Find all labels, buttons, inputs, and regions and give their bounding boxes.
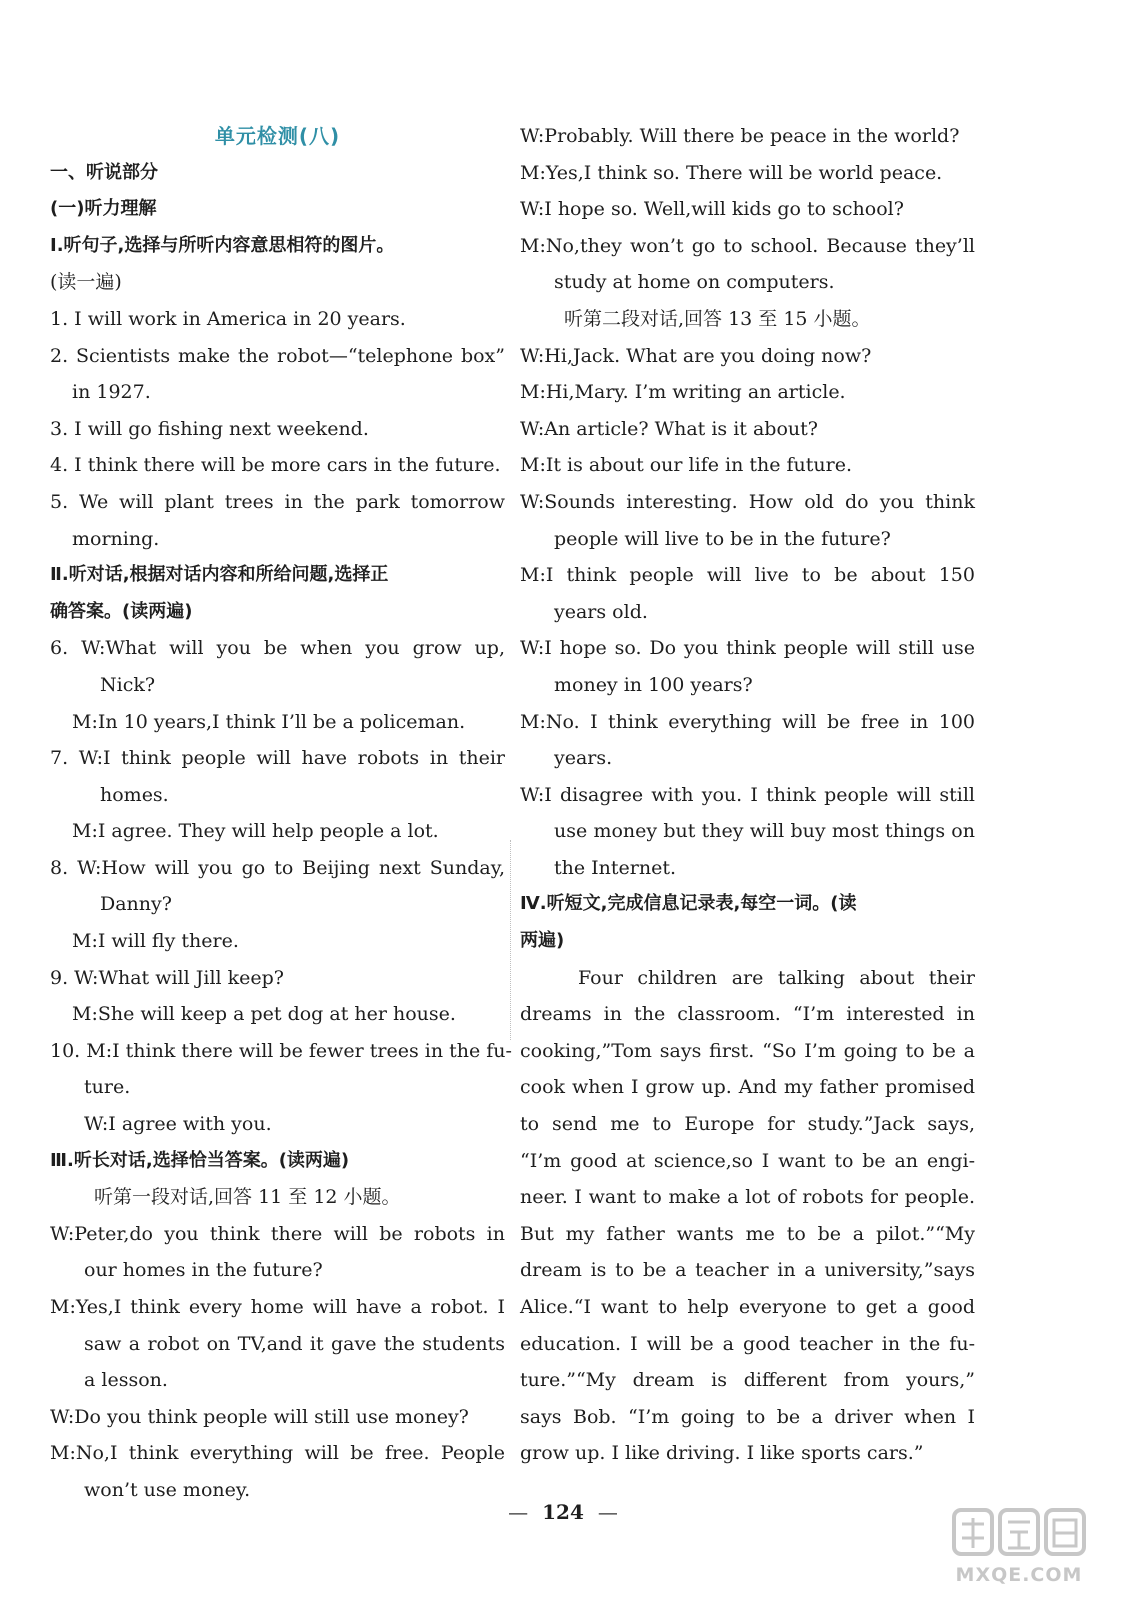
text-line: cooking,”Tom says first. “So I’m going to be a (520, 1039, 975, 1062)
text-line: 3. I will go fishing next weekend. (50, 417, 369, 440)
text-line: a lesson. (84, 1369, 168, 1392)
text-line: W:I agree with you. (84, 1113, 272, 1136)
text-line: M:It is about our life in the future. (520, 454, 853, 477)
text-line: Ⅰ.听句子,选择与所听内容意思相符的图片。 (50, 234, 395, 256)
text-line: Nick? (100, 673, 156, 696)
text-line: M:No,they won’t go to school. Because they’ll (520, 234, 975, 257)
text-line: cook when I grow up. And my father promised (520, 1076, 975, 1099)
text-line: M:I agree. They will help people a lot. (72, 820, 439, 843)
text-line: our homes in the future? (84, 1259, 323, 1282)
text-line: W:I disagree with you. I think people will still (520, 783, 975, 806)
text-line: study at home on computers. (554, 271, 835, 294)
text-line: M:I will fly there. (72, 930, 239, 953)
text-line: W:I hope so. Do you think people will still use (520, 637, 975, 660)
text-line: people will live to be in the future? (554, 527, 891, 550)
text-line: use money but they will buy most things on (554, 820, 975, 843)
column-divider (510, 840, 511, 1040)
text-line: saw a robot on TV,and it gave the students (84, 1332, 505, 1355)
text-line: dreams in the classroom. “I’m interested in (520, 1003, 975, 1026)
text-line: 一、听说部分 (50, 161, 158, 183)
text-line: Alice.“I want to help everyone to get a good (520, 1296, 975, 1318)
text-line: money in 100 years? (554, 673, 753, 696)
text-line: 10. M:I think there will be fewer trees in the fu- (50, 1039, 512, 1062)
text-line: W:Hi,Jack. What are you doing now? (520, 344, 872, 367)
text-line: years old. (554, 600, 648, 623)
text-line: 两遍) (520, 930, 565, 952)
text-line: W:Do you think people will still use money? (50, 1405, 469, 1428)
text-line: 8. W:How will you go to Beijing next Sunday, (50, 856, 505, 879)
text-line: Danny? (100, 893, 172, 916)
text-line: Ⅱ.听对话,根据对话内容和所给问题,选择正 (50, 564, 389, 586)
watermark-stamp-icon (934, 1504, 1104, 1564)
text-line: 7. W:I think people will have robots in their (50, 747, 505, 770)
left-column (50, 118, 512, 1509)
text-line: M:In 10 years,I think I’ll be a policeman. (72, 710, 466, 733)
text-line: 5. We will plant trees in the park tomorrow (50, 490, 505, 513)
page-number: 124 (542, 1500, 584, 1524)
text-line: (读一遍) (50, 271, 122, 294)
watermark-text: MXQE.COM (955, 1564, 1083, 1586)
watermark-logo (934, 1504, 1104, 1586)
text-line: ture. (84, 1076, 131, 1099)
text-line: “I’m good at science,so I want to be an engi- (520, 1149, 975, 1172)
text-line: won’t use money. (84, 1478, 251, 1501)
text-line: Ⅳ.听短文,完成信息记录表,每空一词。(读 (520, 893, 857, 915)
text-line: 听第二段对话,回答 13 至 15 小题。 (564, 307, 871, 330)
text-line: 4. I think there will be more cars in the future. (50, 454, 501, 477)
text-line: But my father wants me to be a pilot.”“My (520, 1222, 975, 1245)
text-line: M:No. I think everything will be free in 100 (520, 710, 975, 733)
text-line: education. I will be a good teacher in the fu- (520, 1332, 975, 1355)
text-line: M:Yes,I think every home will have a robot. I (50, 1296, 505, 1318)
text-line: W:Probably. Will there be peace in the world? (520, 125, 960, 147)
page-footer: — 124 — (508, 1500, 618, 1524)
text-line: M:Hi,Mary. I’m writing an article. (520, 381, 846, 404)
text-line: the Internet. (554, 856, 677, 879)
text-line: in 1927. (72, 381, 151, 404)
text-line: homes. (100, 783, 169, 806)
text-line: (一)听力理解 (50, 198, 157, 220)
text-line: W:I hope so. Well,will kids go to school? (520, 198, 904, 221)
text-line: M:No,I think everything will be free. People (50, 1442, 505, 1465)
text-line: morning. (72, 527, 160, 550)
text-line: Four children are talking about their (578, 966, 975, 989)
text-line: W:Sounds interesting. How old do you think (520, 490, 975, 513)
text-line: 2. Scientists make the robot—“telephone box” (50, 344, 505, 367)
text-line: to send me to Europe for study.”Jack says, (520, 1113, 975, 1136)
text-line: W:An article? What is it about? (520, 417, 818, 440)
text-line: says Bob. “I’m going to be a driver when I (520, 1405, 975, 1428)
right-column (520, 118, 975, 1472)
text-line: 确答案。(读两遍) (50, 600, 193, 622)
text-line: 听第一段对话,回答 11 至 12 小题。 (94, 1186, 401, 1209)
text-line: 单元检测(八) (214, 124, 341, 148)
text-line: M:She will keep a pet dog at her house. (72, 1003, 456, 1026)
text-line: 1. I will work in America in 20 years. (50, 307, 406, 330)
text-line: W:Peter,do you think there will be robots in (50, 1222, 505, 1245)
text-line: M:I think people will live to be about 150 (520, 564, 975, 587)
text-line: 6. W:What will you be when you grow up, (50, 637, 505, 660)
text-line: dream is to be a teacher in a university,”says (520, 1259, 975, 1282)
text-line: grow up. I like driving. I like sports cars.” (520, 1442, 924, 1465)
text-line: neer. I want to make a lot of robots for people. (520, 1186, 975, 1209)
text-line: years. (554, 747, 613, 770)
text-line: Ⅲ.听长对话,选择恰当答案。(读两遍) (50, 1149, 350, 1171)
text-line: 9. W:What will Jill keep? (50, 966, 284, 989)
text-line: ture.”“My dream is different from yours,” (520, 1369, 975, 1392)
text-line: M:Yes,I think so. There will be world peace. (520, 161, 943, 184)
